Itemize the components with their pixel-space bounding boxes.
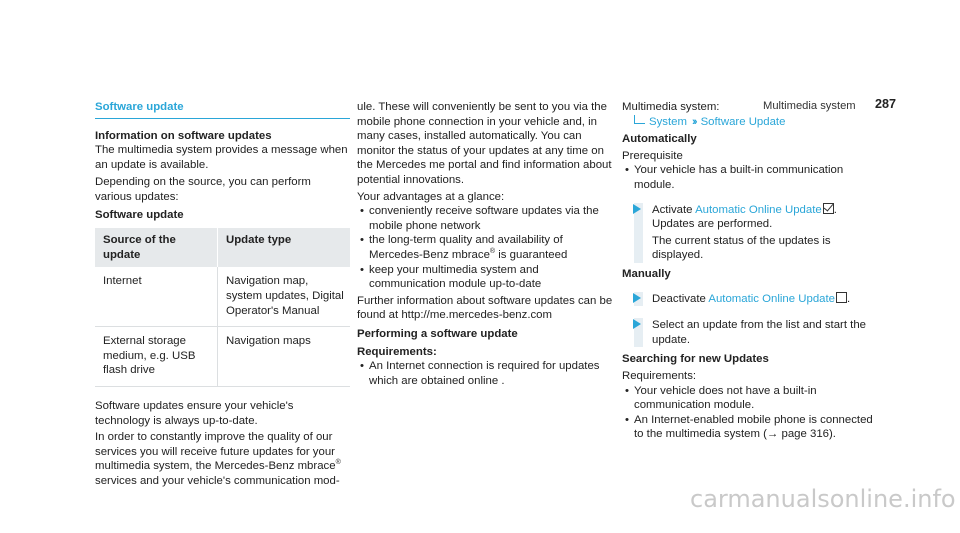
improve-text-post: services and your vehicle's communication mod-	[95, 474, 340, 487]
requirements-list	[622, 384, 884, 442]
list-item: • Your vehicle does not have a built-in communication module.	[622, 384, 884, 413]
performed-text: Updates are performed.	[652, 218, 773, 231]
activate-prefix: Activate	[652, 203, 696, 216]
watermark: carmanualsonline.info	[690, 485, 956, 513]
list-item: • keep your multimedia system and communication module up-to-date	[357, 263, 615, 292]
automatically-heading: Automatically	[622, 133, 697, 146]
registered-mark: ®	[489, 248, 496, 256]
info-text: The multimedia system provides a message when an update is available.	[95, 144, 348, 171]
list-item: • conveniently receive software updates via the mobile phone network	[357, 204, 615, 233]
prerequisite-label: Prerequisite	[622, 149, 683, 162]
checkbox-checked-icon	[823, 203, 834, 214]
advantages-text: Your advantages at a glance:	[357, 190, 505, 203]
automatic-online-update-option: Automatic Online Update	[695, 203, 822, 216]
list-item	[357, 233, 615, 262]
table-header: Update type	[218, 228, 351, 267]
activate-instruction	[652, 203, 884, 218]
further-info-text: Further information about software updates can be found at http://me.mercedes-benz.com	[357, 294, 613, 322]
menu-path-software-update: Software Update	[700, 115, 786, 128]
requirements-label: Requirements:	[622, 369, 697, 382]
section-title: Software update	[95, 101, 184, 113]
registered-mark: ®	[335, 459, 341, 467]
table-row	[95, 267, 350, 326]
deactivate-prefix: Deactivate	[652, 292, 709, 305]
advantages-list	[357, 204, 615, 292]
multimedia-system-label: Multimedia system:	[622, 101, 720, 113]
searching-heading: Searching for new Updates	[622, 353, 769, 366]
list-item-post: is guaranteed	[495, 248, 568, 261]
menu-path	[622, 115, 884, 130]
requirements-list	[357, 359, 615, 388]
double-chevron-icon: ››	[691, 115, 696, 128]
section-rule	[95, 118, 350, 119]
table-header: Source of the update	[95, 228, 218, 267]
info-heading: Information on software updates	[95, 129, 272, 142]
prerequisite-list	[622, 163, 884, 192]
step-arrow-icon	[633, 204, 641, 214]
ensure-text: Software updates ensure your vehicle's technology is always up-to-date.	[95, 399, 294, 427]
activate-suffix: .	[833, 203, 837, 216]
table-cell: Navigation maps	[218, 327, 351, 387]
column-3	[622, 100, 884, 442]
list-item: • An Internet connection is required for updates which are obtained online .	[357, 359, 615, 388]
list-item: • Your vehicle has a built-in communication module.	[622, 163, 884, 192]
table-cell: Navigation map, system updates, Digital Operator's Manual	[218, 267, 351, 326]
status-text: The current status of the updates is displayed.	[652, 234, 831, 262]
performing-heading: Performing a software update	[357, 327, 518, 340]
table-cell: Internet	[95, 267, 218, 326]
running-header-title: Multimedia system	[763, 100, 856, 112]
step-select	[622, 318, 884, 347]
automatic-online-update-option: Automatic Online Update	[708, 292, 835, 305]
deactivate-instruction	[652, 292, 884, 307]
select-update-instruction: Select an update from the list and start the update.	[652, 319, 867, 346]
path-arrow-icon	[634, 115, 645, 124]
continuation-text: ule. These will conveniently be sent to you via the mobile phone connection in your vehicle and, in many cases, installed automatically. You can monitor the status of your updates at any time on the Mercedes me portal and find information about potential innovations.	[357, 101, 612, 186]
list-item-pre: the long-term quality and availability of Mercedes-Benz mbrace	[369, 234, 563, 261]
checkbox-unchecked-icon	[836, 292, 847, 303]
step-arrow-icon	[633, 293, 641, 303]
step-deactivate	[622, 292, 884, 307]
deactivate-suffix: .	[847, 292, 851, 305]
table-row	[95, 327, 350, 387]
improve-text-pre: In order to constantly improve the quality of our services you will receive future updates for your multimedia system, the Mercedes-Benz mbrace	[95, 431, 336, 473]
list-item: • An Internet-enabled mobile phone is connected to the multimedia system (→ page 316).	[622, 413, 884, 442]
table-caption: Software update	[95, 208, 184, 221]
column-1	[95, 100, 350, 488]
table-cell: External storage medium, e.g. USB flash drive	[95, 327, 218, 387]
step-arrow-icon	[633, 319, 641, 329]
depending-text: Depending on the source, you can perform various updates:	[95, 176, 311, 203]
page-number: 287	[875, 97, 897, 111]
menu-path-system: System	[649, 115, 687, 128]
column-2	[357, 100, 615, 388]
step-activate	[622, 203, 884, 263]
table-header-row	[95, 228, 350, 267]
update-table	[95, 228, 350, 387]
requirements-label: Requirements:	[357, 345, 437, 358]
manually-heading: Manually	[622, 267, 671, 280]
improve-text	[95, 430, 350, 488]
